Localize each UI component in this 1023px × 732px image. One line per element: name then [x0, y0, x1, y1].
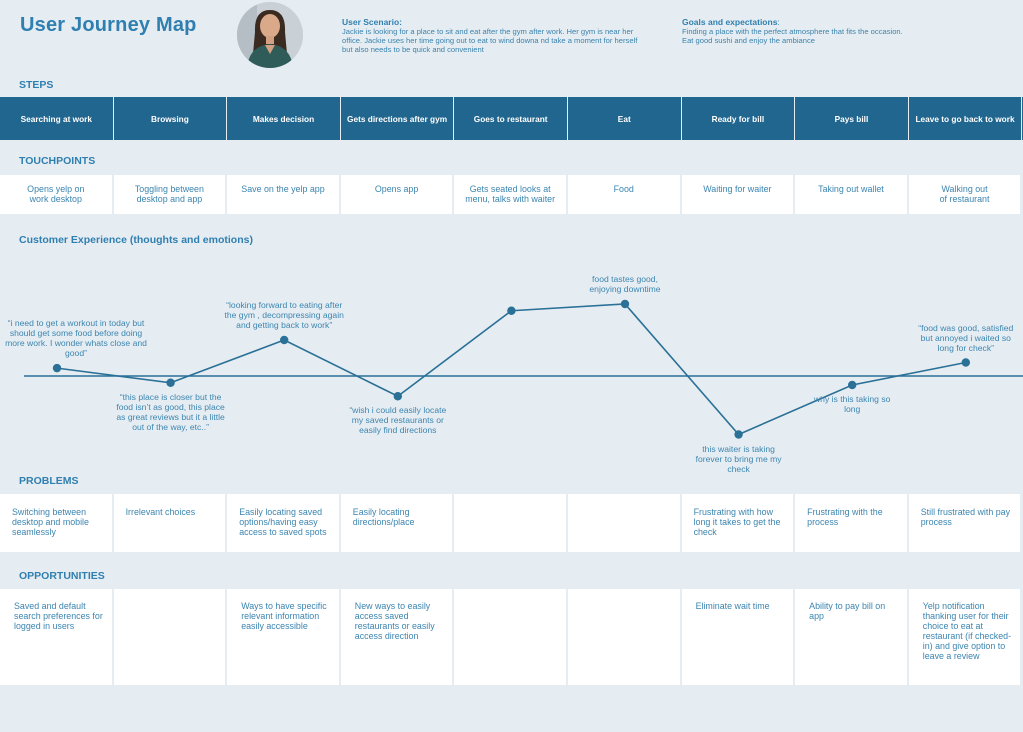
opportunity-cell-6 [568, 589, 682, 685]
emotion-quote-6: food tastes good, enjoying downtime [589, 274, 661, 294]
problem-cell-6 [568, 494, 682, 552]
step-9: Leave to go back to work [909, 97, 1023, 140]
goals-expectations [682, 17, 904, 45]
step-1: Searching at work [0, 97, 114, 140]
avatar [237, 2, 303, 68]
section-experience-label: Customer Experience (thoughts and emotions) [19, 234, 253, 246]
section-problems-label: PROBLEMS [19, 475, 79, 487]
step-6: Eat [568, 97, 682, 140]
touchpoint-cell-4: Opens app [341, 175, 455, 214]
touchpoints-row [0, 175, 1023, 214]
touchpoint-cell-2: Toggling between desktop and app [114, 175, 228, 214]
touchpoint-cell-7: Waiting for waiter [682, 175, 796, 214]
user-scenario-text: Jackie is looking for a place to sit and eat after the gym after work. Her gym is near her office. Jackie uses her time going out to eat to wind downa nd take a moment for herself but also needs to be quick and convenient [342, 27, 638, 54]
emotion-point-2 [166, 379, 174, 387]
section-steps-label: STEPS [19, 79, 54, 91]
opportunity-cell-9: Yelp notification thanking user for their choice to eat at restaurant (if checked-in) and give option to leave a review [909, 589, 1023, 685]
problem-cell-2: Irrelevant choices [114, 494, 228, 552]
emotion-point-3 [280, 336, 288, 344]
opportunities-row [0, 589, 1023, 685]
emotion-quote-4: “wish i could easily locate my saved restaurants or easily find directions [349, 405, 447, 436]
emotion-point-1 [53, 364, 61, 372]
emotion-quote-3: “looking forward to eating after the gym , decompressing again and getting back to work” [224, 300, 344, 330]
user-scenario [342, 17, 640, 54]
user-scenario-heading: User Scenario: [342, 17, 402, 27]
emotion-quote-2: “this place is closer but the food isn’t as good, this place as great reviews but it a little out of the way, etc..” [116, 391, 225, 432]
touchpoint-cell-3: Save on the yelp app [227, 175, 341, 214]
problem-cell-5 [454, 494, 568, 552]
section-touchpoints-label: TOUCHPOINTS [19, 155, 96, 167]
problem-cell-4: Easily locating directions/place [341, 494, 455, 552]
person-photo-icon [237, 2, 303, 68]
emotion-point-4 [394, 392, 402, 400]
touchpoint-cell-9: Walking out of restaurant [909, 175, 1023, 214]
emotion-chart [0, 255, 1023, 480]
goals-text: Finding a place with the perfect atmosphere that fits the occasion. Eat good sushi and enjoy the ambiance [682, 27, 903, 45]
emotion-quote-9: “food was good, satisfied but annoyed i waited so long for check” [918, 322, 1014, 353]
problem-cell-7: Frustrating with how long it takes to get the check [682, 494, 796, 552]
emotion-point-8 [848, 381, 856, 389]
opportunity-cell-2 [114, 589, 228, 685]
problem-cell-3: Easily locating saved options/having easy access to saved spots [227, 494, 341, 552]
problem-cell-8: Frustrating with the process [795, 494, 909, 552]
opportunity-cell-5 [454, 589, 568, 685]
emotion-point-9 [962, 358, 970, 366]
opportunity-cell-3: Ways to have specific relevant information easily accessible [227, 589, 341, 685]
section-opportunities-label: OPPORTUNITIES [19, 570, 105, 582]
emotion-quote-7: this waiter is taking forever to bring me my check [695, 443, 782, 474]
touchpoint-cell-5: Gets seated looks at menu, talks with waiter [454, 175, 568, 214]
opportunity-cell-1: Saved and default search preferences for logged in users [0, 589, 114, 685]
steps-bar [0, 97, 1023, 140]
step-5: Goes to restaurant [454, 97, 568, 140]
step-8: Pays bill [795, 97, 909, 140]
problems-row [0, 494, 1023, 552]
page-title: User Journey Map [20, 14, 197, 36]
touchpoint-cell-6: Food [568, 175, 682, 214]
step-3: Makes decision [227, 97, 341, 140]
step-2: Browsing [114, 97, 228, 140]
emotion-quote-8: why is this taking so long [813, 394, 891, 414]
touchpoint-cell-1: Opens yelp on work desktop [0, 175, 114, 214]
opportunity-cell-7: Eliminate wait time [682, 589, 796, 685]
emotion-point-7 [734, 430, 742, 438]
problem-cell-9: Still frustrated with pay process [909, 494, 1023, 552]
problem-cell-1: Switching between desktop and mobile seamlessly [0, 494, 114, 552]
opportunity-cell-4: New ways to easily access saved restaurants or easily access direction [341, 589, 455, 685]
emotion-point-5 [507, 307, 515, 315]
touchpoint-cell-8: Taking out wallet [795, 175, 909, 214]
step-7: Ready for bill [682, 97, 796, 140]
emotion-point-6 [621, 300, 629, 308]
emotion-quote-1: “i need to get a workout in today but should get some food before doing more work. I wonder whats close and good” [5, 318, 147, 359]
step-4: Gets directions after gym [341, 97, 455, 140]
goals-heading: Goals and expectations: [682, 17, 780, 27]
opportunity-cell-8: Ability to pay bill on app [795, 589, 909, 685]
